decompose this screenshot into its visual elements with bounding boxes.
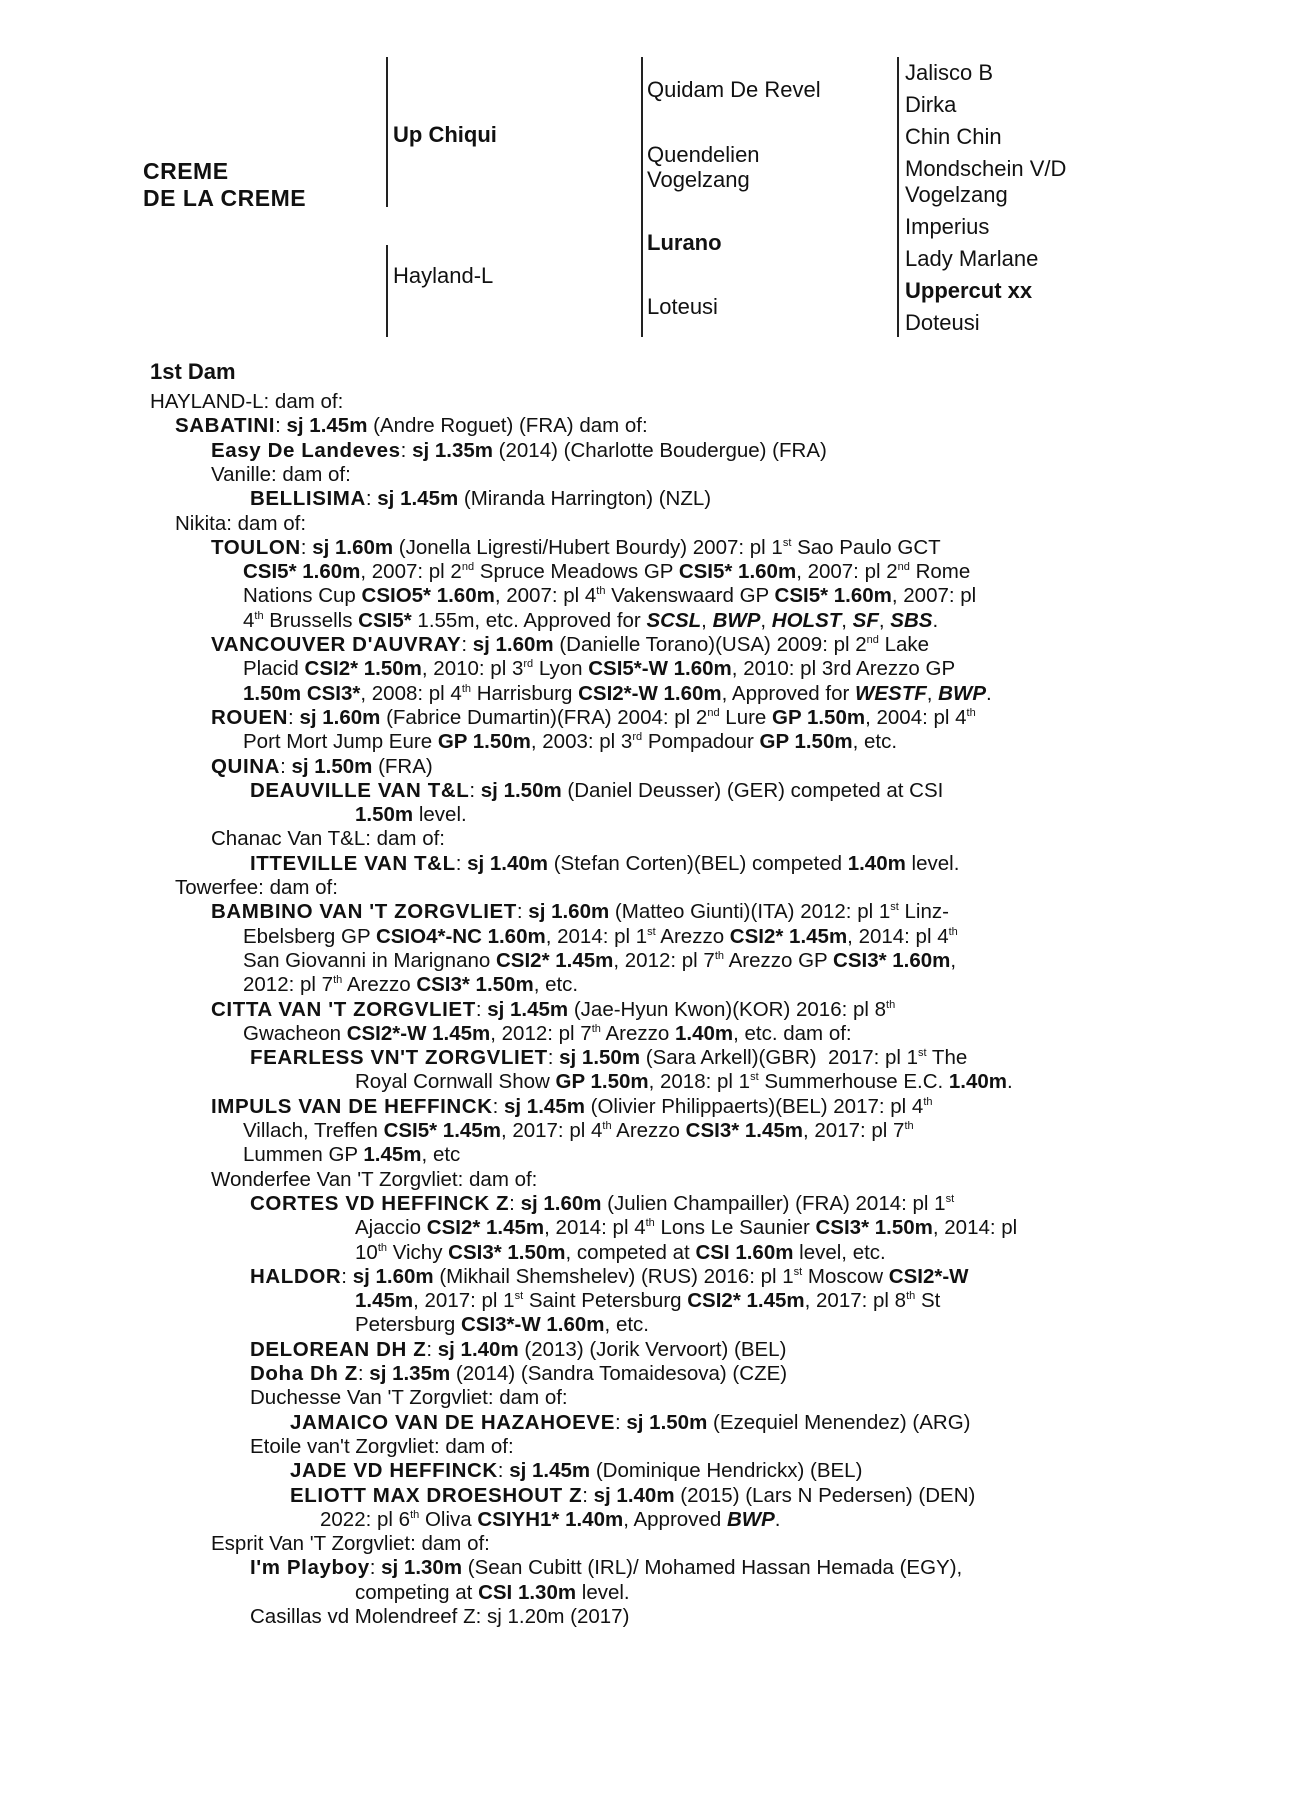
record-line: 1.50m CSI3*, 2008: pl 4th Harrisburg CSI2*-W 1.60m, Approved for WESTF, BWP. [243,681,992,705]
dam-sire-dam: Lady Marlane [905,246,1039,271]
record-line: Villach, Treffen CSI5* 1.45m, 2017: pl 4th Arezzo CSI3* 1.45m, 2017: pl 7th [243,1119,914,1142]
sire-dam-line2: Vogelzang [647,167,750,192]
record-line: 10th Vichy CSI3* 1.50m, competed at CSI 1.60m level, etc. [355,1240,886,1264]
record-line: Port Mort Jump Eure GP 1.50m, 2003: pl 3rd Pompadour GP 1.50m, etc. [243,730,898,754]
horse-name: I'm Playboy [250,1556,370,1580]
sire-name: Up Chiqui [393,122,497,147]
record-line: BELLISIMA: sj 1.45m (Miranda Harrington) (NZL) [250,487,712,511]
record-line: Ajaccio CSI2* 1.45m, 2014: pl 4th Lons Le Saunier CSI3* 1.50m, 2014: pl [355,1216,1018,1240]
record-line: CORTES VD HEFFINCK Z: sj 1.60m (Julien Champailler) (FRA) 2014: pl 1st [250,1191,955,1215]
record-line: BAMBINO VAN 'T ZORGVLIET: sj 1.60m (Matteo Giunti)(ITA) 2012: pl 1st Linz- [211,900,949,924]
record-line: Ebelsberg GP CSIO4*-NC 1.60m, 2014: pl 1st Arezzo CSI2* 1.45m, 2014: pl 4th [243,924,958,948]
record-line: Nikita: dam of: [175,511,307,535]
dam-name: Hayland-L [393,263,494,288]
record-line: HAYLAND-L: dam of: [150,390,344,413]
horse-name: DEAUVILLE VAN T&L [250,778,470,802]
divider-gen2 [641,57,643,337]
record-line: TOULON: sj 1.60m (Jonella Ligresti/Hubert Bourdy) 2007: pl 1st Sao Paulo GCT [211,535,941,559]
horse-name: JADE VD HEFFINCK [290,1459,498,1483]
record-line: Nations Cup CSIO5* 1.60m, 2007: pl 4th Vakenswaard GP CSI5* 1.60m, 2007: pl [243,584,977,608]
record-line: 2012: pl 7th Arezzo CSI3* 1.50m, etc. [243,973,579,997]
horse-name: ELIOTT MAX DROESHOUT Z [290,1483,583,1507]
record-line: FEARLESS VN'T ZORGVLIET: sj 1.50m (Sara Arkell)(GBR) 2017: pl 1st The [250,1046,968,1070]
dam-dam-dam: Doteusi [905,310,980,335]
horse-name: HALDOR [250,1264,342,1288]
horse-name: VANCOUVER D'AUVRAY [211,633,462,656]
record-line: Petersburg CSI3*-W 1.60m, etc. [355,1313,649,1337]
horse-name: BAMBINO VAN 'T ZORGVLIET [211,900,517,924]
horse-name: ITTEVILLE VAN T&L [250,851,456,875]
pedigree-chart [0,0,1289,360]
horse-name: ROUEN [211,705,289,729]
divider-gen1-sire [386,57,388,207]
horse-name: JAMAICO VAN DE HAZAHOEVE [290,1410,615,1434]
record-line: DELOREAN DH Z: sj 1.40m (2013) (Jorik Vervoort) (BEL) [250,1337,787,1361]
record-line: CSI5* 1.60m, 2007: pl 2nd Spruce Meadows GP CSI5* 1.60m, 2007: pl 2nd Rome [243,560,971,584]
horse-name: DELOREAN DH Z [250,1337,427,1361]
horse-name: SABATINI [175,414,276,438]
record-line: IMPULS VAN DE HEFFINCK: sj 1.45m (Olivier Philippaerts)(BEL) 2017: pl 4th [211,1094,933,1118]
record-line: 1.50m level. [355,803,467,827]
record-line: Royal Cornwall Show GP 1.50m, 2018: pl 1st Summerhouse E.C. 1.40m. [355,1070,1013,1094]
horse-name: FEARLESS VN'T ZORGVLIET [250,1046,548,1070]
record-line: Doha Dh Z: sj 1.35m (2014) (Sandra Tomaidesova) (CZE) [250,1362,788,1385]
record-line: Towerfee: dam of: [175,876,338,899]
record-line: ELIOTT MAX DROESHOUT Z: sj 1.40m (2015) (Lars N Pedersen) (DEN) [290,1483,976,1507]
horse-name-line2: DE LA CREME [143,185,307,211]
dam-sire-sire: Imperius [905,214,990,239]
section-heading: 1st Dam [150,359,236,384]
horse-name: Easy De Landeves [211,438,401,462]
record-line: QUINA: sj 1.50m (FRA) [211,754,433,778]
record-line: JADE VD HEFFINCK: sj 1.45m (Dominique Hendrickx) (BEL) [290,1459,863,1483]
record-line: ROUEN: sj 1.60m (Fabrice Dumartin)(FRA) 2004: pl 2nd Lure GP 1.50m, 2004: pl 4th [211,705,976,729]
record-line: Casillas vd Molendreef Z: sj 1.20m (2017) [250,1605,630,1628]
record-line: I'm Playboy: sj 1.30m (Sean Cubitt (IRL)/ Mohamed Hassan Hemada (EGY), [250,1556,963,1580]
record-line: DEAUVILLE VAN T&L: sj 1.50m (Daniel Deusser) (GER) competed at CSI [250,778,944,802]
horse-name: IMPULS VAN DE HEFFINCK [211,1094,493,1118]
dam-dam-sire: Uppercut xx [905,278,1033,303]
record-line: competing at CSI 1.30m level. [355,1580,630,1604]
record-line: San Giovanni in Marignano CSI2* 1.45m, 2012: pl 7th Arezzo GP CSI3* 1.60m, [243,948,957,972]
record-line: Easy De Landeves: sj 1.35m (2014) (Charlotte Boudergue) (FRA) [211,438,827,462]
record-line: 4th Brussells CSI5* 1.55m, etc. Approved for SCSL, BWP, HOLST, SF, SBS. [243,608,939,632]
record-line: Gwacheon CSI2*-W 1.45m, 2012: pl 7th Arezzo 1.40m, etc. dam of: [243,1021,852,1045]
record-line: SABATINI: sj 1.45m (Andre Roguet) (FRA) dam of: [175,414,648,438]
dam-dam: Loteusi [647,294,718,319]
sire-sire-sire: Jalisco B [905,60,994,85]
sire-dam-dam-line1: Mondschein V/D [905,156,1067,181]
sire-dam-line1: Quendelien [647,142,760,167]
record-line: ITTEVILLE VAN T&L: sj 1.40m (Stefan Corten)(BEL) competed 1.40m level. [250,851,960,875]
horse-name: TOULON [211,535,301,559]
sire-sire: Quidam De Revel [647,77,821,102]
horse-name-line1: CREME [143,158,229,184]
record-line: Esprit Van 'T Zorgvliet: dam of: [211,1532,490,1556]
horse-name: BELLISIMA [250,487,366,511]
record-line: Etoile van't Zorgvliet: dam of: [250,1434,514,1458]
record-line: Placid CSI2* 1.50m, 2010: pl 3rd Lyon CSI5*-W 1.60m, 2010: pl 3rd Arezzo GP [243,657,956,681]
horse-name: QUINA [211,754,281,778]
record-line: Duchesse Van 'T Zorgvliet: dam of: [250,1386,568,1410]
sire-dam-sire: Chin Chin [905,124,1002,149]
record-line: Chanac Van T&L: dam of: [211,827,445,851]
record-line: Lummen GP 1.45m, etc [243,1143,461,1167]
dam-sire: Lurano [647,230,722,255]
record-line: 1.45m, 2017: pl 1st Saint Petersburg CSI2* 1.45m, 2017: pl 8th St [355,1289,941,1313]
divider-gen1-dam [386,245,388,337]
record-line: HALDOR: sj 1.60m (Mikhail Shemshelev) (RUS) 2016: pl 1st Moscow CSI2*-W [250,1264,969,1288]
record-line: 2022: pl 6th Oliva CSIYH1* 1.40m, Approved BWP. [320,1507,781,1531]
record-line: VANCOUVER D'AUVRAY: sj 1.60m (Danielle Torano)(USA) 2009: pl 2nd Lake [211,633,930,656]
record-line: JAMAICO VAN DE HAZAHOEVE: sj 1.50m (Ezequiel Menendez) (ARG) [290,1410,971,1434]
sire-dam-dam-line2: Vogelzang [905,182,1008,207]
horse-name: Doha Dh Z [250,1362,358,1385]
divider-gen3 [897,57,899,337]
sire-sire-dam: Dirka [905,92,957,117]
record-line: Vanille: dam of: [211,462,351,486]
horse-name: CORTES VD HEFFINCK Z [250,1191,510,1215]
record-line: CITTA VAN 'T ZORGVLIET: sj 1.45m (Jae-Hyun Kwon)(KOR) 2016: pl 8th [211,997,896,1021]
record-line: Wonderfee Van 'T Zorgvliet: dam of: [211,1167,538,1191]
horse-name: CITTA VAN 'T ZORGVLIET [211,997,476,1021]
horse-name [143,158,306,212]
